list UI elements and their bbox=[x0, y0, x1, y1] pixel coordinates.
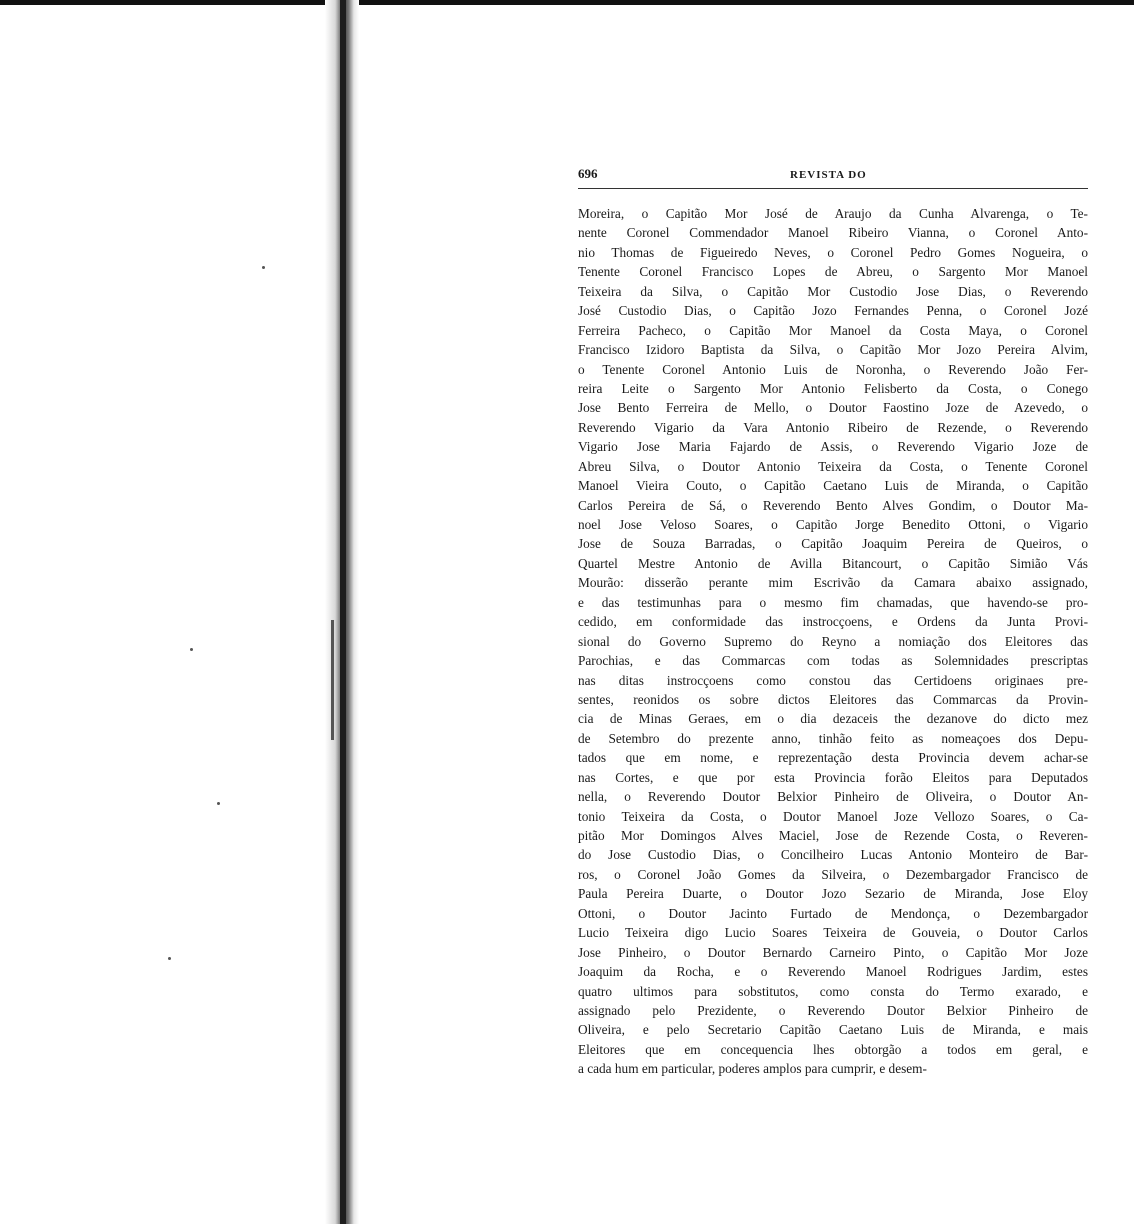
book-page bbox=[578, 166, 1088, 1079]
text-line: Tenente Coronel Francisco Lopes de Abreu, o Sargento Mor Manoel bbox=[578, 264, 1088, 280]
text-line: Francisco Izidoro Baptista da Silva, o Capitão Mor Jozo Pereira Alvim, bbox=[578, 342, 1088, 358]
text-line: nio Thomas de Figueiredo Neves, o Coronel Pedro Gomes Nogueira, o bbox=[578, 244, 1088, 260]
running-title: REVISTA DO bbox=[790, 169, 867, 181]
text-line: Mourão: disserão perante mim Escrivão da Camara abaixo assignado, bbox=[578, 575, 1088, 591]
text-line: Ferreira Pacheco, o Capitão Mor Manoel da Costa Maya, o Coronel bbox=[578, 322, 1088, 338]
page-number: 696 bbox=[578, 166, 598, 181]
text-line: Jose Pinheiro, o Doutor Bernardo Carneiro Pinto, o Capitão Mor Joze bbox=[578, 944, 1088, 960]
text-line: Manoel Vieira Couto, o Capitão Caetano Luis de Miranda, o Capitão bbox=[578, 478, 1088, 494]
scan-speck bbox=[262, 266, 265, 269]
text-line: e das testimunhas para o mesmo fim chamadas, que havendo-se pro- bbox=[578, 594, 1088, 610]
page-header bbox=[578, 166, 1088, 189]
text-line: quatro ultimos para sobstitutos, como consta do Termo exarado, e bbox=[578, 983, 1088, 999]
text-line: Jose de Souza Barradas, o Capitão Joaquim Pereira de Queiros, o bbox=[578, 536, 1088, 552]
text-line: cedido, em conformidade das instrocçoens, e Ordens da Junta Provi- bbox=[578, 614, 1088, 630]
scan-speck bbox=[168, 957, 171, 960]
text-line: Parochias, e das Commarcas com todas as Solemnidades prescriptas bbox=[578, 653, 1088, 669]
text-line: reira Leite o Sargento Mor Antonio Felisberto da Costa, o Conego bbox=[578, 380, 1088, 396]
scan-speck bbox=[217, 802, 220, 805]
text-line: Joaquim da Rocha, e o Reverendo Manoel Rodrigues Jardim, estes bbox=[578, 964, 1088, 980]
text-line: tados que em nome, e reprezentação desta Provincia devem achar-se bbox=[578, 750, 1088, 766]
gutter-shadow bbox=[340, 0, 346, 1224]
text-line: Moreira, o Capitão Mor José de Araujo da Cunha Alvarenga, o Te- bbox=[578, 206, 1088, 221]
text-line: Carlos Pereira de Sá, o Reverendo Bento Alves Gondim, o Doutor Ma- bbox=[578, 497, 1088, 513]
text-line: Reverendo Vigario da Vara Antonio Ribeiro de Rezende, o Reverendo bbox=[578, 419, 1088, 435]
text-line: tonio Teixeira da Costa, o Doutor Manoel Joze Vellozo Soares, o Ca- bbox=[578, 808, 1088, 824]
text-line: Jose Bento Ferreira de Mello, o Doutor Faostino Joze de Azevedo, o bbox=[578, 400, 1088, 416]
body-text bbox=[578, 204, 1088, 1079]
text-line: Ottoni, o Doutor Jacinto Furtado de Mendonça, o Dezembargador bbox=[578, 905, 1088, 921]
scan-speck bbox=[190, 648, 193, 651]
text-line: o Tenente Coronel Antonio Luis de Noronha, o Reverendo João Fer- bbox=[578, 361, 1088, 377]
text-line: pitão Mor Domingos Alves Maciel, Jose de Rezende Costa, o Reveren- bbox=[578, 828, 1088, 843]
gutter-shadow-secondary bbox=[331, 620, 334, 740]
text-line: noel Jose Veloso Soares, o Capitão Jorge Benedito Ottoni, o Vigario bbox=[578, 517, 1088, 532]
text-line: Abreu Silva, o Doutor Antonio Teixeira da Costa, o Tenente Coronel bbox=[578, 458, 1088, 474]
text-line: Quartel Mestre Antonio de Avilla Bitancourt, o Capitão Simião Vás bbox=[578, 555, 1088, 571]
text-line: Oliveira, e pelo Secretario Capitão Caetano Luis de Miranda, e mais bbox=[578, 1022, 1088, 1038]
text-line: ros, o Coronel João Gomes da Silveira, o Dezembargador Francisco de bbox=[578, 866, 1088, 882]
text-line: Paula Pereira Duarte, o Doutor Jozo Sezario de Miranda, Jose Eloy bbox=[578, 886, 1088, 902]
text-line: assignado pelo Prezidente, o Reverendo Doutor Belxior Pinheiro de bbox=[578, 1002, 1088, 1018]
text-line: José Custodio Dias, o Capitão Jozo Fernandes Penna, o Coronel Jozé bbox=[578, 303, 1088, 319]
text-line: nas ditas instrocçoens como constou das Certidoens originaes pre- bbox=[578, 672, 1088, 688]
text-line: cia de Minas Geraes, em o dia dezaceis the dezanove do dicto mez bbox=[578, 711, 1088, 727]
text-line: a cada hum em particular, poderes amplos para cumprir, e desem- bbox=[578, 1061, 927, 1077]
text-line: do Jose Custodio Dias, o Concilheiro Lucas Antonio Monteiro de Bar- bbox=[578, 847, 1088, 863]
text-line: de Setembro do prezente anno, tinhão feito as nomeaçoes dos Depu- bbox=[578, 730, 1088, 746]
page-top-edge bbox=[0, 0, 1134, 5]
text-line: Teixeira da Silva, o Capitão Mor Custodio Jose Dias, o Reverendo bbox=[578, 283, 1088, 299]
text-line: nente Coronel Commendador Manoel Ribeiro Vianna, o Coronel Anto- bbox=[578, 225, 1088, 241]
text-line: Lucio Teixeira digo Lucio Soares Teixeira de Gouveia, o Doutor Carlos bbox=[578, 925, 1088, 941]
text-line: Vigario Jose Maria Fajardo de Assis, o Reverendo Vigario Joze de bbox=[578, 439, 1088, 455]
text-line: nas Cortes, e que por esta Provincia forão Eleitos para Deputados bbox=[578, 769, 1088, 785]
text-line: nella, o Reverendo Doutor Belxior Pinheiro de Oliveira, o Doutor An- bbox=[578, 789, 1088, 805]
text-line: sentes, reonidos os sobre dictos Eleitores das Commarcas da Provin- bbox=[578, 691, 1088, 707]
text-line: sional do Governo Supremo do Reyno a nomiação dos Eleitores das bbox=[578, 633, 1088, 649]
text-line: Eleitores que em concequencia lhes obtorgão a todos em geral, e bbox=[578, 1041, 1088, 1057]
